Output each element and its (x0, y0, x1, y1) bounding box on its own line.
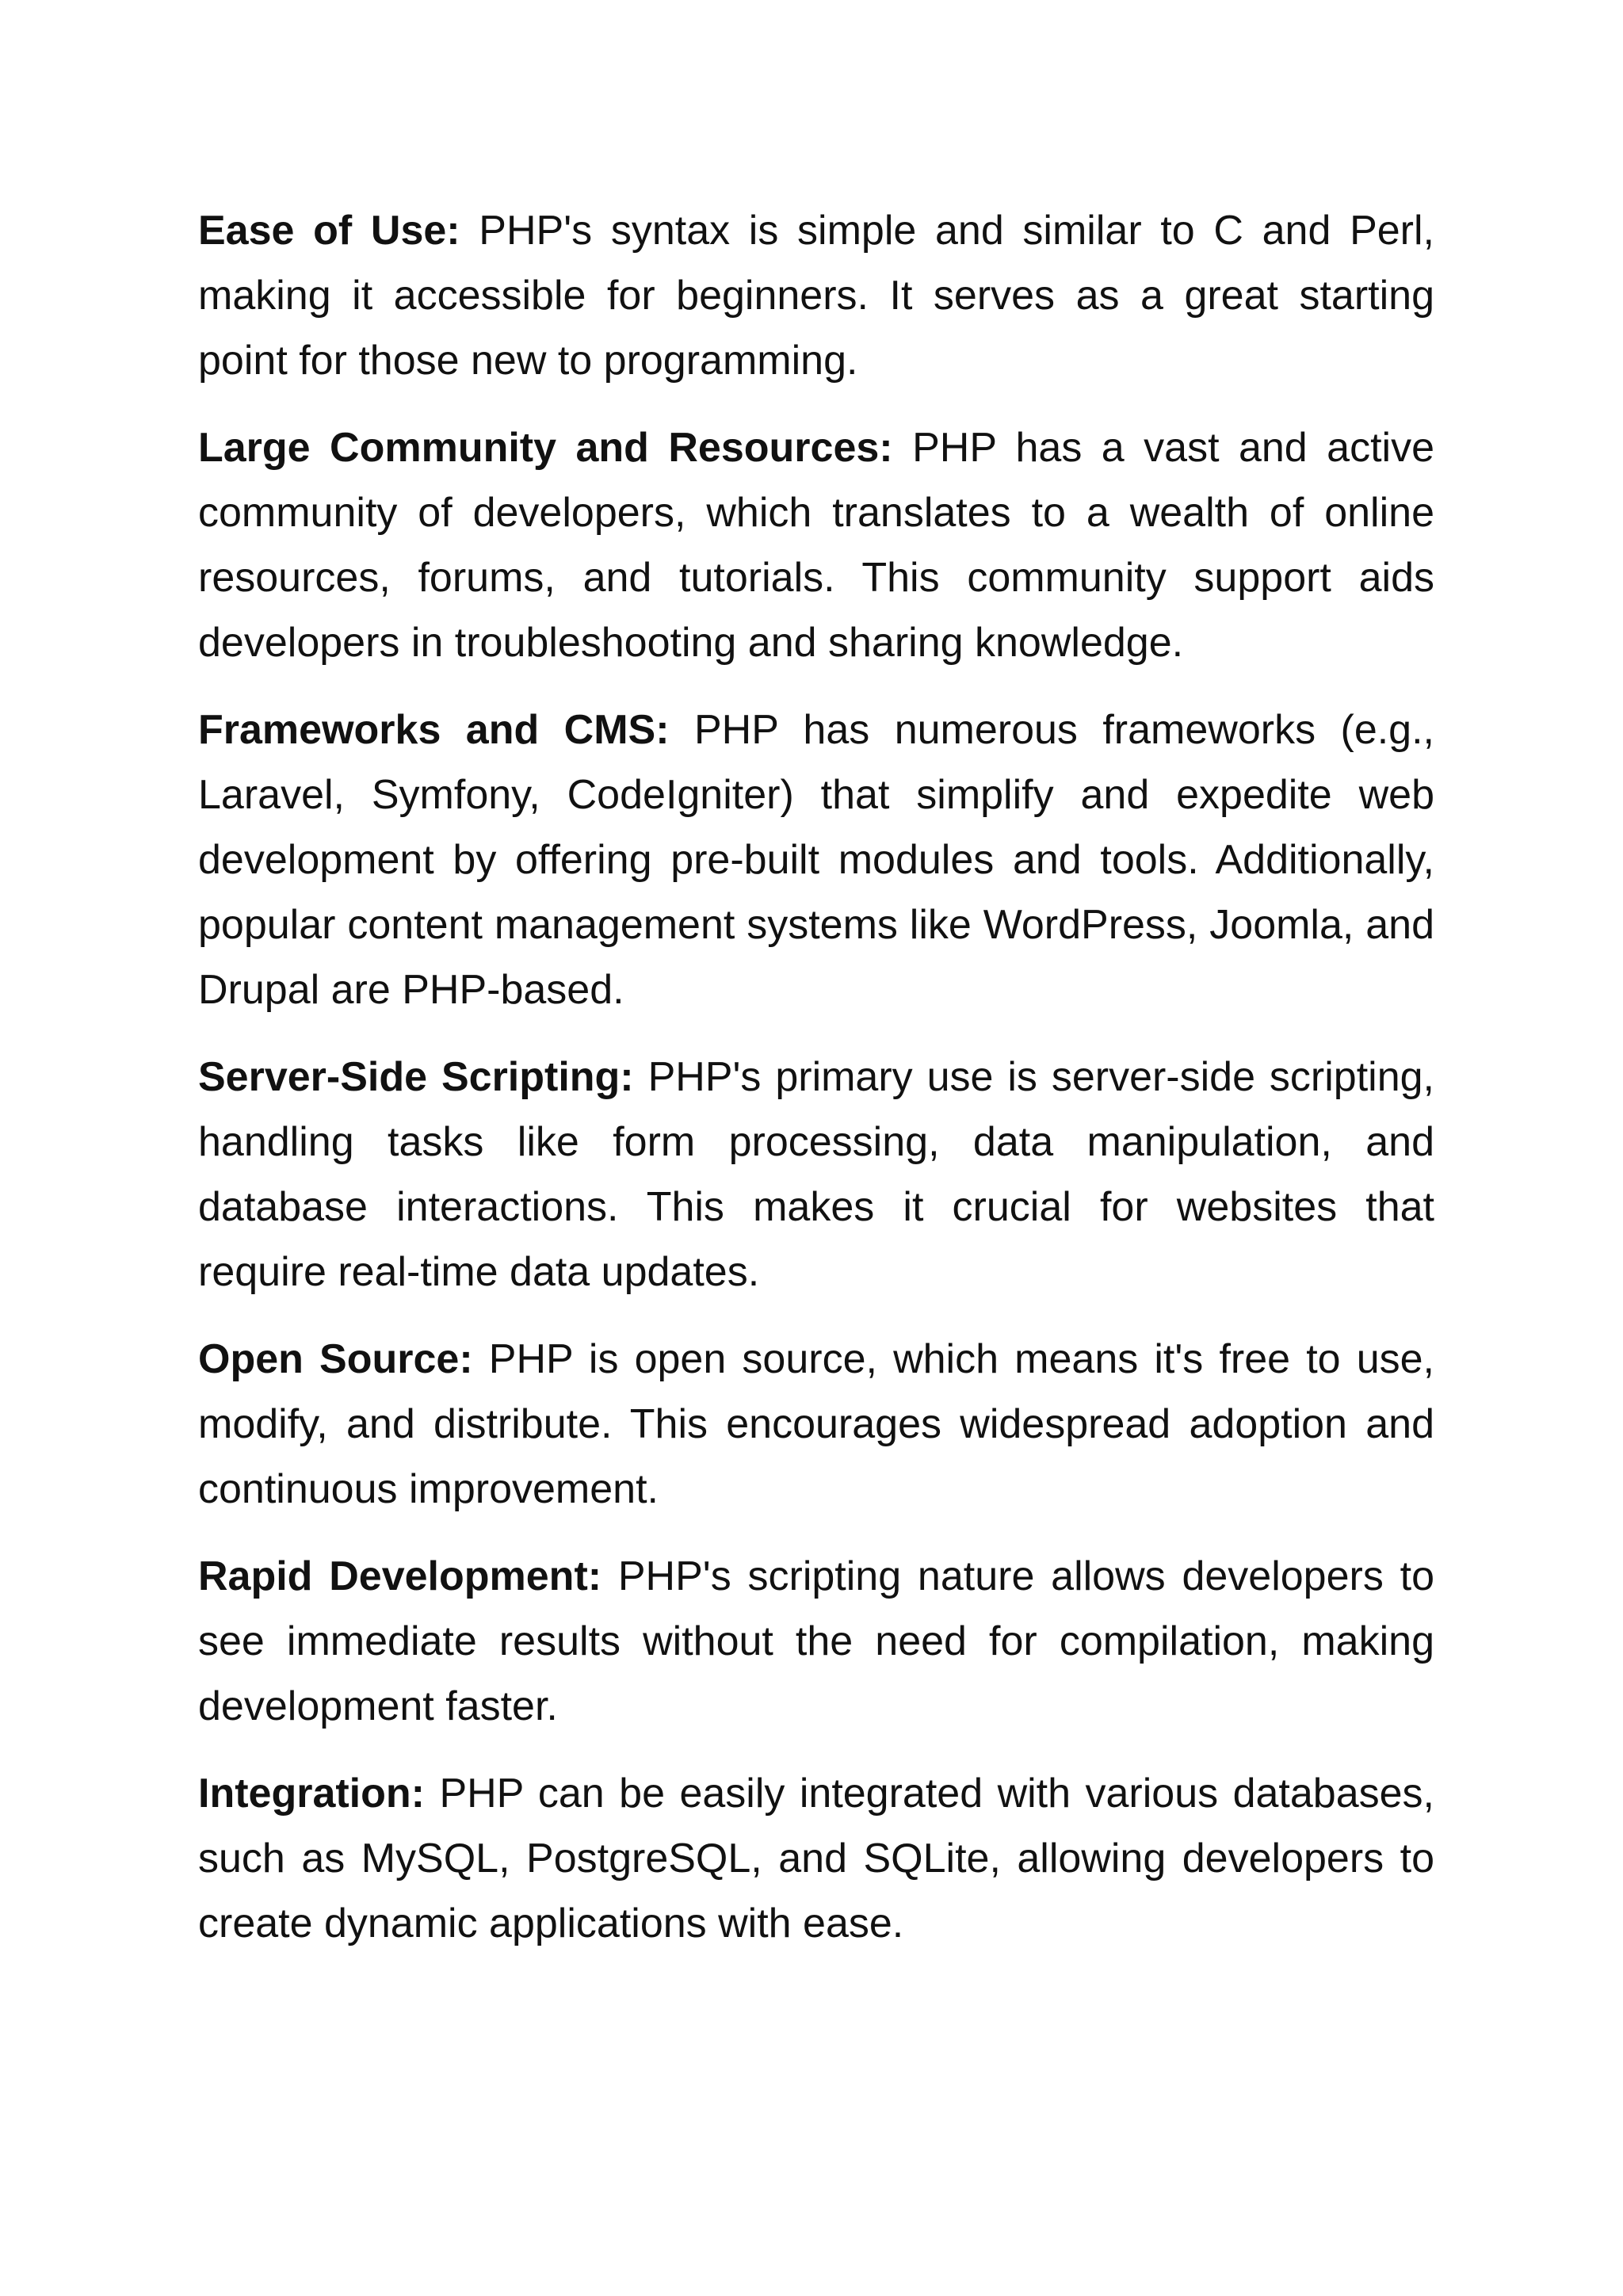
term-open-source: Open Source: (198, 1336, 473, 1382)
term-server-side-scripting: Server-Side Scripting: (198, 1054, 634, 1100)
term-integration: Integration: (198, 1771, 425, 1817)
text-rapid-development: PHP's scripting nature allows developers to see immediate results without the need for compilation, making development faster. (198, 1553, 1434, 1729)
text-frameworks-cms: PHP has numerous frameworks (e.g., Laravel, Symfony, CodeIgniter) that simplify and expedite web development by offering pre-built modules and tools. Additionally, popular content management systems like WordPress, Joomla, and Drupal are PHP-based. (198, 707, 1434, 1013)
term-rapid-development: Rapid Development: (198, 1553, 602, 1599)
paragraph-rapid-development (198, 1544, 1434, 1739)
text-server-side-scripting: PHP's primary use is server-side scripting, handling tasks like form processing, data manipulation, and database interactions. This makes it crucial for websites that require real-time data updates. (198, 1054, 1435, 1295)
text-open-source: PHP is open source, which means it's free to use, modify, and distribute. This encourages widespread adoption and continuous improvement. (198, 1336, 1434, 1512)
document-page (198, 198, 1434, 1978)
text-ease-of-use: PHP's syntax is simple and similar to C and Perl, making it accessible for beginners. It serves as a great starting point for those new to programming. (198, 208, 1434, 384)
paragraph-server-side-scripting (198, 1045, 1434, 1305)
paragraph-large-community (198, 415, 1434, 675)
term-frameworks-cms: Frameworks and CMS: (198, 707, 670, 753)
paragraph-open-source (198, 1327, 1434, 1522)
text-integration: PHP can be easily integrated with various databases, such as MySQL, PostgreSQL, and SQLite, allowing developers to create dynamic applications with ease. (198, 1771, 1434, 1946)
term-large-community: Large Community and Resources: (198, 425, 893, 471)
paragraph-ease-of-use (198, 198, 1434, 393)
paragraph-integration (198, 1761, 1434, 1956)
term-ease-of-use: Ease of Use: (198, 208, 460, 254)
text-large-community: PHP has a vast and active community of developers, which translates to a wealth of online resources, forums, and tutorials. This community support aids developers in troubleshooting and sharing knowledge. (198, 425, 1435, 666)
paragraph-frameworks-cms (198, 697, 1434, 1022)
